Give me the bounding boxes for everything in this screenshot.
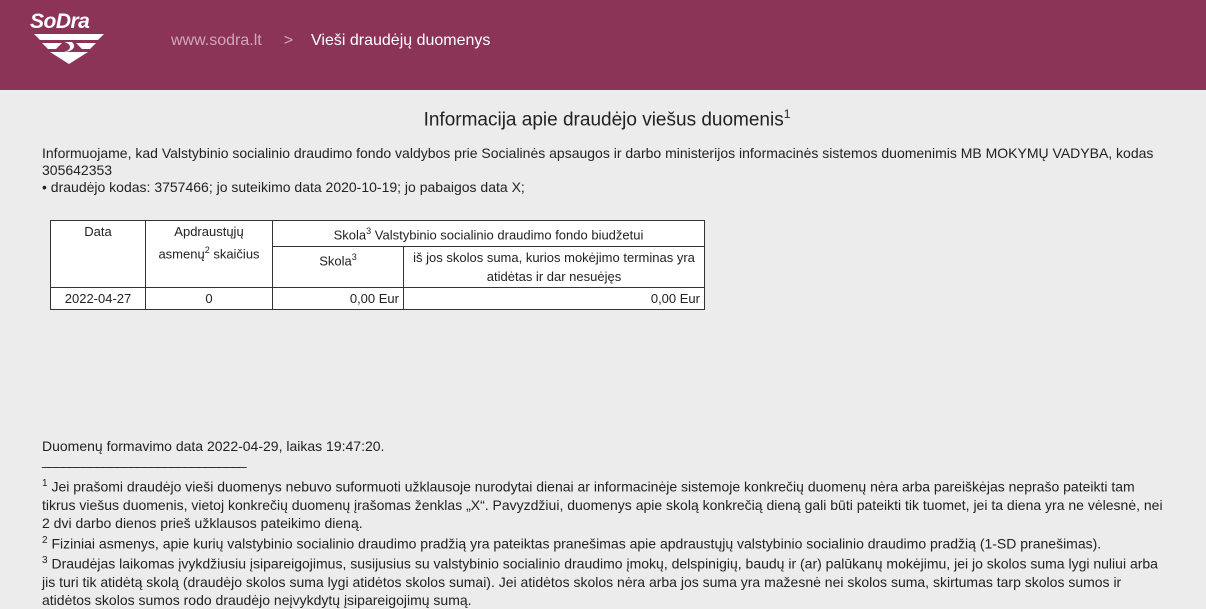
cell-insured: 0 (146, 287, 273, 309)
footnote-2-text: Fiziniai asmenys, apie kurių valstybinio socialinio draudimo pradžią yra pateiktas pranešimas apie apdraustųjų valstybinio socialinio draudimo pradžią (1-SD pranešimas). (47, 535, 1102, 552)
footnote-2 (42, 532, 1167, 553)
footnotes (42, 475, 1167, 609)
footnote-2-marker: 2 (42, 534, 48, 546)
insurer-code-text: draudėjo kodas: 3757466; jo suteikimo data 2020-10-19; jo pabaigos data X; (50, 179, 525, 196)
breadcrumb-current: Vieši draudėjų duomenys (311, 32, 491, 49)
insurer-code-item: • draudėjo kodas: 3757466; jo suteikimo data 2020-10-19; jo pabaigos data X; (42, 179, 525, 196)
footnote-1 (42, 475, 1167, 532)
breadcrumb-separator: > (283, 32, 294, 49)
header-insured-sup: 2 (204, 245, 210, 256)
footnote-rule: ______________________________ (42, 452, 246, 468)
cell-date: 2022-04-27 (51, 287, 146, 309)
intro-text: Informuojame, kad Valstybinio socialinio draudimo fondo valdybos prie Socialinės apsaugos ir darbo ministerijos informacinės sistemos duomenimis MB MOKYMŲ VADYBA, kodas 305642353 (42, 145, 1154, 179)
header-debt-group-sup: 3 (366, 226, 372, 237)
table-row (51, 287, 705, 309)
footnote-1-marker: 1 (42, 478, 48, 489)
cell-overdue: 0,00 Eur (404, 287, 705, 309)
header-date: Data (51, 221, 146, 287)
cell-debt: 0,00 Eur (273, 287, 404, 309)
footnote-3 (42, 552, 1167, 609)
generation-date: Duomenų formavimo data 2022-04-29, laikas 19:47:20. (42, 438, 385, 454)
breadcrumb (171, 32, 490, 50)
breadcrumb-site-link[interactable]: www.sodra.lt (171, 32, 262, 49)
header-overdue: iš jos skolos suma, kurios mokėjimo terminas yra atidėtas ir dar nesuėjęs (404, 246, 705, 287)
header-insured-tail: skaičius (209, 246, 260, 262)
header-debt-group-tail: Valstybinio socialinio draudimo fondo biudžetui (371, 227, 644, 243)
page-title (42, 100, 1172, 134)
header-debt-sup: 3 (351, 251, 357, 262)
footnote-3-text: Draudėjas laikomas įvykdžiusiu įsipareigojimus, susijusius su valstybinio socialinio draudimo įmokų, delspinigių, baudų ir (ar) palūkanų mokėjimu, jei jo skolos suma lygi nuliui arba jis turi tik atidėtą skolą (draudėjo skolos suma lygi atidėtos skolos sumai). Jei atidėtos skolos nėra arba jos suma yra mažesnė nei skolos suma, skirtumas tarp skolos sumos ir atidėtos skolos sumos rodo draudėjo neįvykdytų įsipareigojimų sumą. (42, 555, 1158, 608)
header-debt (273, 246, 404, 287)
sodra-logo-icon (34, 34, 104, 64)
header-insured (146, 221, 273, 287)
page-title-footnote-ref: 1 (783, 107, 791, 121)
header-insured-text: Apdraustųjų asmenų (158, 224, 244, 262)
site-header (0, 0, 1206, 90)
logo-text: SoDra (30, 10, 90, 33)
header-debt-group-text: Skola (333, 227, 367, 243)
header-debt-group (273, 221, 705, 246)
main-content (42, 100, 1172, 608)
footnote-3-marker: 3 (42, 555, 48, 567)
footnote-1-text: Jei prašomi draudėjo vieši duomenys nebuvo suformuoti užklausoje nurodytai dienai ar informacinėje sistemoje konkrečių duomenų nėra arba pareiškėjas neprašo pateikti tam tikrus viešus duomenis, vietoj konkrečių duomenų įrašomas ženklas „X“. Pavyzdžiui, duomenys apie skolą konkrečią dieną gali būti pateikti tik tuomet, jei ta diena yra ne vėlesnė, nei 2 dvi darbo dienos prieš užklausos pateikimo dieną. (42, 478, 1163, 531)
header-debt-text: Skola (319, 252, 352, 268)
page-title-text: Informacija apie draudėjo viešus duomenis (423, 109, 784, 131)
insurer-data-table (50, 220, 705, 309)
